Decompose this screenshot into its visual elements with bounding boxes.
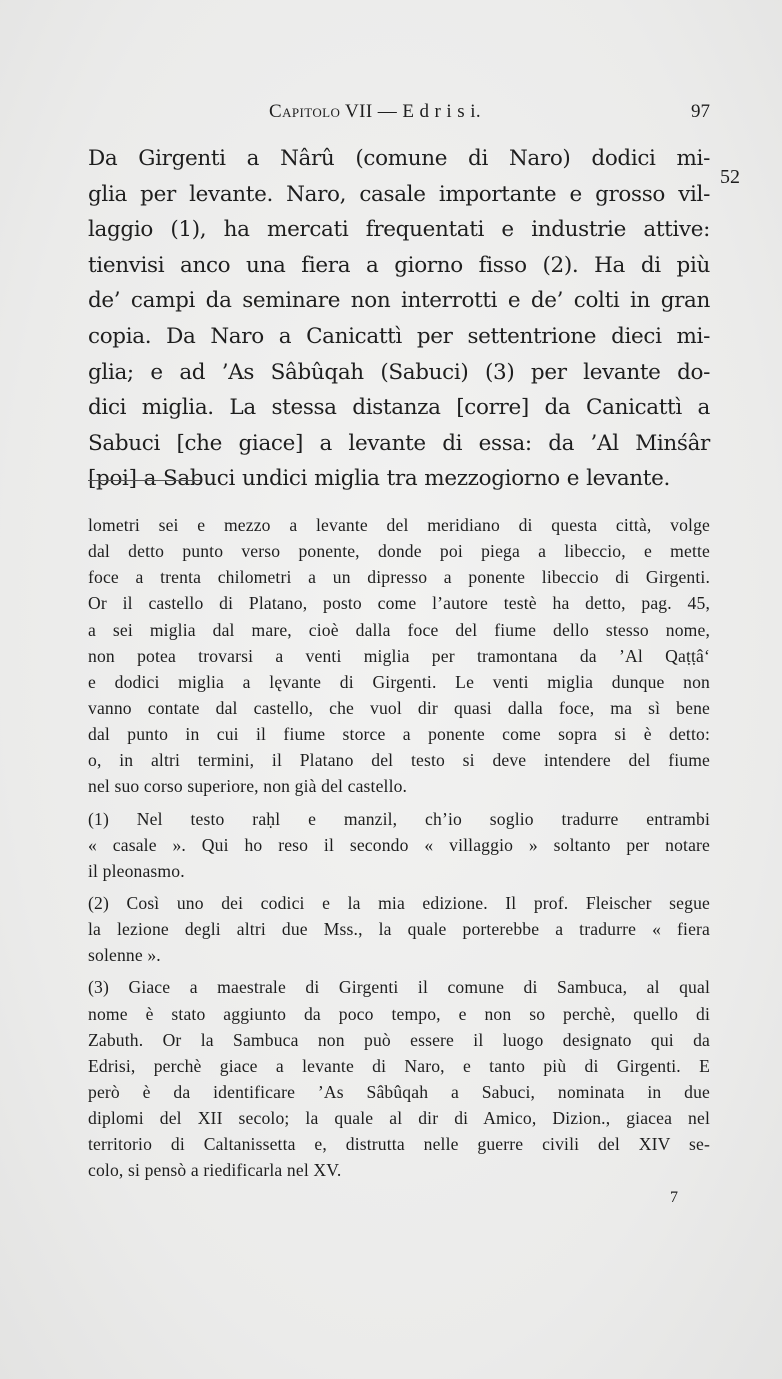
footnote-line: e dodici miglia a lęvante di Girgenti. Le venti miglia dunque non <box>88 671 710 692</box>
main-text-line: de’ campi da seminare non interrotti e de’ colti in gran <box>88 288 710 314</box>
footnote-line: vanno contate dal castello, che vuol dir quasi dalla foce, ma sì bene <box>88 697 710 718</box>
main-text-line: laggio (1), ha mercati frequentati e industrie attive: <box>88 217 710 243</box>
footnote-line: a sei miglia dal mare, cioè dalla foce del fiume dello stesso nome, <box>88 619 710 640</box>
footnote-divider <box>88 480 200 481</box>
footnote-continuation <box>88 512 710 800</box>
chapter-title <box>269 98 481 126</box>
footnotes <box>88 512 710 1184</box>
signature-mark: 7 <box>670 1189 678 1206</box>
main-text-line: Da Girgenti a Nârû (comune di Naro) dodici mi- <box>88 146 710 171</box>
footnote-line: (1) Nel testo raḥl e manzil, ch’io soglio tradurre entrambi <box>88 808 710 829</box>
footnote-line: però è da identificare ’As Sâbûqah a Sabuci, nominata in due <box>88 1081 710 1102</box>
footnote-line: colo, si pensò a riedificarla nel XV. <box>88 1160 342 1181</box>
margin-reference-number: 52 <box>720 166 740 188</box>
page-number: 97 <box>691 101 710 122</box>
main-text <box>88 141 710 497</box>
chapter-label: Capitolo <box>269 101 341 122</box>
main-text-line: Sabuci [che giace] a levante di essa: da ’Al Minśâr <box>88 430 710 456</box>
main-text-line: dici miglia. La stessa distanza [corre] da Canicattì a <box>88 395 710 421</box>
main-text-line: glia per levante. Naro, casale importante e grosso vil- <box>88 181 710 207</box>
footnote-line: non potea trovarsi a venti miglia per tramontana da ’Al Qaṭṭâ‘ <box>88 645 710 666</box>
footnote-line: o, in altri termini, il Platano del testo si deve intendere del fiume <box>88 750 710 771</box>
footnote-line: Zabuth. Or la Sambuca non può essere il luogo designato qui da <box>88 1029 710 1050</box>
footnote-2 <box>88 890 710 968</box>
footnote-line: (3) Giace a maestrale di Girgenti il comune di Sambuca, al qual <box>88 977 710 998</box>
footnote-line: foce a trenta chilometri a un dipresso a ponente libeccio di Girgenti. <box>88 567 710 588</box>
footnote-line: nome è stato aggiunto da poco tempo, e non so perchè, quello di <box>88 1003 710 1024</box>
main-text-line: [poi] a Sabuci undici miglia tra mezzogiorno e levante. <box>88 466 670 492</box>
main-text-line: glia; e ad ’As Sâbûqah (Sabuci) (3) per levante do- <box>88 359 710 385</box>
footnote-1 <box>88 806 710 884</box>
running-header <box>269 98 710 126</box>
footnote-line: dal punto in cui il fiume storce a ponente come sopra si è detto: <box>88 724 710 745</box>
footnote-line: il pleonasmo. <box>88 860 185 881</box>
footnote-line: dal detto punto verso ponente, donde poi piega a libeccio, e mette <box>88 541 710 562</box>
footnote-line: territorio di Caltanissetta e, distrutta nelle guerre civili del XIV se- <box>88 1134 710 1155</box>
main-text-line: copia. Da Naro a Canicattì per settentrione dieci mi- <box>88 323 710 349</box>
footnote-line: « casale ». Qui ho reso il secondo « villaggio » soltanto per notare <box>88 834 710 855</box>
footnote-line: la lezione degli altri due Mss., la quale porterebbe a tradurre « fiera <box>88 919 710 940</box>
footnote-line: diplomi del XII secolo; la quale al dir di Amico, Dizion., giacea nel <box>88 1108 710 1129</box>
footnote-line: solenne ». <box>88 945 161 966</box>
footnote-line: nel suo corso superiore, non già del castello. <box>88 776 408 797</box>
main-text-line: tienvisi anco una fiera a giorno fisso (2). Ha di più <box>88 252 710 278</box>
footnote-line: Edrisi, perchè giace a levante di Naro, e tanto più di Girgenti. E <box>88 1055 710 1076</box>
footnote-line: Or il castello di Platano, posto come l’autore testè ha detto, pag. 45, <box>88 593 710 614</box>
footnote-line: lometri sei e mezzo a levante del meridiano di questa città, volge <box>88 515 710 535</box>
chapter-number-author: VII — E d r i s i. <box>340 101 482 122</box>
footnote-3 <box>88 974 710 1183</box>
footnote-line: (2) Così uno dei codici e la mia edizione. Il prof. Fleischer segue <box>88 892 710 913</box>
